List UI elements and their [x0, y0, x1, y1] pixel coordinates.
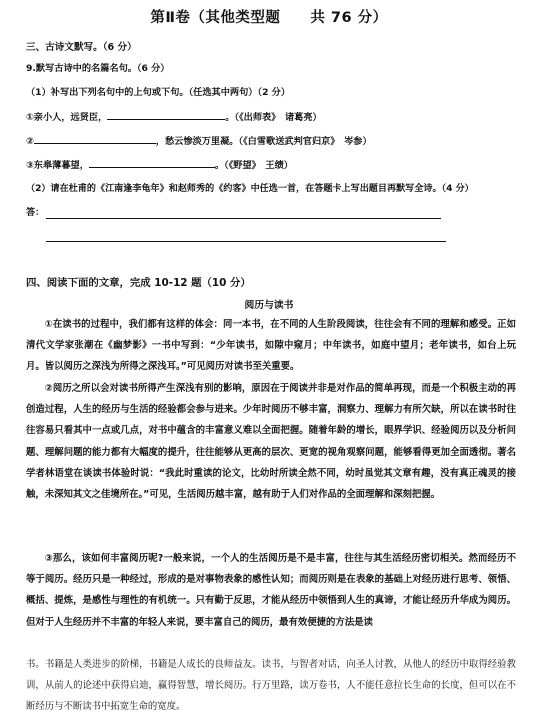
paragraph-3-part1: ③那么，该如何丰富阅历呢?一般来说，一个人的生活阅历是不是丰富，往往与其生活经历密切相关。然而经历不等于阅历。经历只是一种经过，形成的是对事物表象的感性认知；而阅历则是在表象的基础上对经历进行思考、领悟、概括、提炼，是感性与理性的有机统一。只有勤于反思，才能从经历中领悟到人生的真谛，才能让经历升华成为阅历。但对于人生经历并不丰富的年轻人来说，要丰富自己的阅历，最有效便捷的方法是读	[26, 553, 516, 628]
article-title: 阅历与读书	[244, 300, 294, 311]
q9-part2: （2）请在杜甫的《江南逢李龟年》和赵师秀的《约客》中任选一首，在答题卡上写出题目再默写全诗。（4 分）	[26, 184, 474, 194]
poem-item-3-prefix: ③东皋薄暮望，	[26, 160, 89, 171]
poem-item-2-suffix: ，愁云惨淡万里凝。（《白雪歌送武判官归京》 岑参）	[155, 136, 372, 147]
paragraph-3-part2: 书。书籍是人类进步的阶梯，书籍是人成长的良师益友。读书，与智者对话，向圣人讨教，从他人的经历中取得经验教训，从前人的论述中获得启迪，赢得智慧，增长阅历。行万里路，读万卷书，人不能任意拉长生命的长度，但可以在不断经历与不断读书中拓宽生命的宽度。	[26, 659, 516, 713]
paragraph-2: ②阅历之所以会对读书所得产生深浅有别的影响，原因在于阅读并非是对作品的简单再现，而是一个积极主动的再创造过程，人生的经历与生活的经验都会参与进来。少年时阅历不够丰富，洞察力、理解力有所欠缺，所以在读书时往往容易只看其中一点或几点，对书中蕴含的丰富意义难以全面把握。随着年龄的增长，眼界学识、经验阅历以及分析问题、理解问题的能力都有大幅度的提升，往往能够从更高的层次、更宽的视角观察问题，能够看得更加全面透彻。著名学者林语堂在谈读书体验时说：“我此时重读的论文，比幼时所读全然不同，幼时虽觉其文章有趣，没有真正魂灵的接触，未深知其文之佳境所在。”可见，生活阅历越丰富，越有助于人们对作品的全面理解和深刻把握。	[26, 383, 516, 501]
poem-item-1	[26, 109, 518, 125]
answer-line-1[interactable]	[46, 218, 441, 219]
poem-item-2	[26, 133, 518, 149]
q9-title: 9.默写古诗中的名篇名句。（6 分）	[26, 63, 170, 74]
poem-item-2-prefix: ②	[26, 136, 34, 147]
section3-heading: 三、古诗文默写。（6 分）	[26, 42, 137, 53]
poem-item-3-suffix: 。（《野望》 王绩）	[214, 160, 293, 171]
answer-label: 答：	[26, 207, 45, 218]
q9-part1: （1）补写出下列名句中的上句或下句。（任选其中两句）（2 分）	[26, 87, 291, 98]
answer-blank-1[interactable]	[107, 109, 225, 120]
poem-item-1-prefix: ①亲小人，远贤臣，	[26, 112, 108, 123]
section4-heading: 四、阅读下面的文章，完成 10-12 题（10 分）	[26, 277, 251, 289]
paper-title: 第Ⅱ卷（其他类型题 共 76 分）	[150, 10, 388, 26]
poem-item-1-suffix: 。（《出师表》 诸葛亮）	[225, 112, 322, 123]
answer-blank-3[interactable]	[89, 157, 215, 168]
poem-item-3	[26, 157, 518, 173]
answer-blank-2[interactable]	[34, 133, 156, 144]
answer-line-2[interactable]	[46, 241, 446, 242]
paragraph-1: ①在读书的过程中，我们都有这样的体会：同一本书，在不同的人生阶段阅读，往往会有不同的理解和感受。正如清代文学家张潮在《幽梦影》一书中写到：“少年读书，如隙中窥月；中年读书，如庭中望月；老年读书，如台上玩月。皆以阅历之深浅为所得之深浅耳。”可见阅历对读书至关重要。	[26, 319, 516, 373]
